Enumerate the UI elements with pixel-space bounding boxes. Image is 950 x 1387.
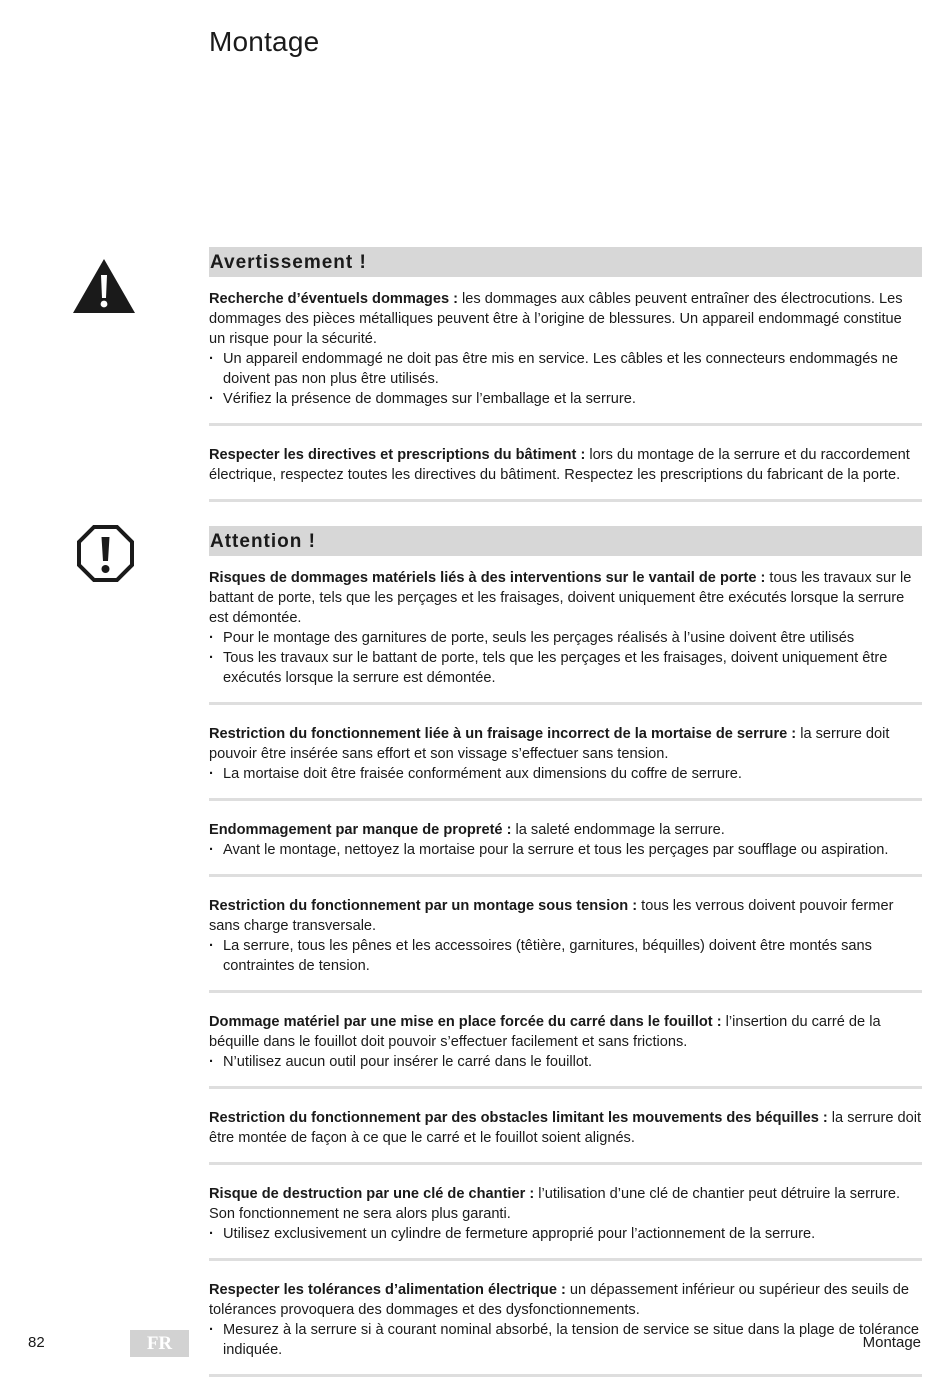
notice-lead: Respecter les tolérances d’alimentation électrique :: [209, 1282, 566, 1298]
notice-paragraph: [209, 1108, 922, 1148]
notice-text: les dommages aux câbles peuvent entraîner des électrocutions. Les dommages des pièces métalliques peuvent être à l’origine de blessures. Un appareil endommagé constitue un risque pour la sécurité.: [209, 291, 903, 347]
notice-lead: Recherche d’éventuels dommages :: [209, 291, 458, 307]
notice-text: l’utilisation d’une clé de chantier peut détruire la serrure. Son fonctionnement ne sera alors plus garanti.: [209, 1186, 901, 1222]
notice-block: [209, 1280, 922, 1377]
caution-section: [209, 526, 922, 1387]
separator-line: [209, 1374, 922, 1377]
warning-triangle-icon: [72, 257, 136, 319]
bullet-item: · La serrure, tous les pênes et les accessoires (têtière, garnitures, béquilles) doivent être montés sans contraintes de tension.: [209, 936, 922, 976]
notice-block: [209, 724, 922, 801]
notice-paragraph: [209, 289, 922, 349]
bullet-item: · Tous les travaux sur le battant de porte, tels que les perçages et les fraisages, doivent uniquement être exécutés lorsque la serrure est démontée.: [209, 648, 922, 688]
notice-paragraph: [209, 896, 922, 936]
caution-heading: Attention !: [209, 526, 922, 556]
notice-block: [209, 896, 922, 993]
notice-paragraph: [209, 724, 922, 764]
page-number: 82: [28, 1334, 45, 1351]
notice-lead: Risque de destruction par une clé de chantier :: [209, 1186, 535, 1202]
notice-paragraph: [209, 820, 922, 840]
notice-block: [209, 1184, 922, 1261]
caution-blocks: [209, 568, 922, 1377]
separator-line: [209, 798, 922, 801]
separator-line: [209, 1162, 922, 1165]
notice-text: la serrure doit pouvoir être insérée sans effort et son vissage s’effectuer sans tension.: [209, 726, 890, 762]
notice-lead: Risques de dommages matériels liés à des interventions sur le vantail de porte :: [209, 570, 766, 586]
separator-line: [209, 990, 922, 993]
page-title: Montage: [209, 26, 320, 57]
bullet-item: · Un appareil endommagé ne doit pas être mis en service. Les câbles et les connecteurs endommagés ne doivent pas non plus être utilisés.: [209, 349, 922, 389]
notice-block: [209, 820, 922, 877]
warning-blocks: [209, 289, 922, 502]
notice-paragraph: [209, 445, 922, 485]
notice-lead: Restriction du fonctionnement par un montage sous tension :: [209, 898, 638, 914]
language-badge: FR: [130, 1330, 189, 1357]
warning-section: [209, 247, 922, 512]
caution-octagon-icon: [77, 525, 134, 587]
footer-section-title: Montage: [862, 1334, 921, 1351]
notice-paragraph: [209, 568, 922, 628]
notice-text: tous les verrous doivent pouvoir fermer sans charge transversale.: [209, 898, 894, 934]
notice-block: [209, 1108, 922, 1165]
notice-text: un dépassement inférieur ou supérieur des seuils de tolérances provoquera des dommages et des dysfonctionnements.: [209, 1282, 910, 1318]
notice-text: la serrure doit être montée de façon à ce que le carré et le fouillot soient alignés.: [209, 1110, 922, 1146]
separator-line: [209, 499, 922, 502]
notice-block: [209, 568, 922, 705]
bullet-item: · Vérifiez la présence de dommages sur l’emballage et la serrure.: [209, 389, 922, 409]
notice-lead: Endommagement par manque de propreté :: [209, 822, 512, 838]
bullet-item: · Avant le montage, nettoyez la mortaise pour la serrure et tous les perçages par soufflage ou aspiration.: [209, 840, 922, 860]
separator-line: [209, 702, 922, 705]
separator-line: [209, 1086, 922, 1089]
bullet-item: · N’utilisez aucun outil pour insérer le carré dans le fouillot.: [209, 1052, 922, 1072]
bullet-item: · Pour le montage des garnitures de porte, seuls les perçages réalisés à l’usine doivent être utilisés: [209, 628, 922, 648]
notice-block: [209, 289, 922, 426]
notice-paragraph: [209, 1280, 922, 1320]
bullet-item: · La mortaise doit être fraisée conformément aux dimensions du coffre de serrure.: [209, 764, 922, 784]
notice-lead: Restriction du fonctionnement par des obstacles limitant les mouvements des béquilles :: [209, 1110, 828, 1126]
separator-line: [209, 874, 922, 877]
notice-lead: Restriction du fonctionnement liée à un fraisage incorrect de la mortaise de serrure :: [209, 726, 797, 742]
notice-lead: Respecter les directives et prescriptions du bâtiment :: [209, 447, 586, 463]
notice-block: [209, 1012, 922, 1089]
notice-paragraph: [209, 1184, 922, 1224]
notice-paragraph: [209, 1012, 922, 1052]
separator-line: [209, 423, 922, 426]
bullet-item: · Utilisez exclusivement un cylindre de fermeture approprié pour l’actionnement de la serrure.: [209, 1224, 922, 1244]
warning-heading: Avertissement !: [209, 247, 922, 277]
notice-text: tous les travaux sur le battant de porte, tels que les perçages et les fraisages, doivent uniquement être exécutés lorsque la serrure est démontée.: [209, 570, 912, 626]
notice-text: lors du montage de la serrure et du raccordement électrique, respectez toutes les directives du bâtiment. Respectez les prescriptions du fabricant de la porte.: [209, 447, 910, 483]
notice-text: la saleté endommage la serrure.: [511, 822, 725, 838]
bullet-item: · Mesurez à la serrure si à courant nominal absorbé, la tension de service se situe dans la plage de tolérance indiquée.: [209, 1320, 922, 1360]
notice-text: l’insertion du carré de la béquille dans le fouillot doit pouvoir s’effectuer facilement et sans frictions.: [209, 1014, 881, 1050]
notice-lead: Dommage matériel par une mise en place forcée du carré dans le fouillot :: [209, 1014, 722, 1030]
notice-block: [209, 445, 922, 502]
separator-line: [209, 1258, 922, 1261]
